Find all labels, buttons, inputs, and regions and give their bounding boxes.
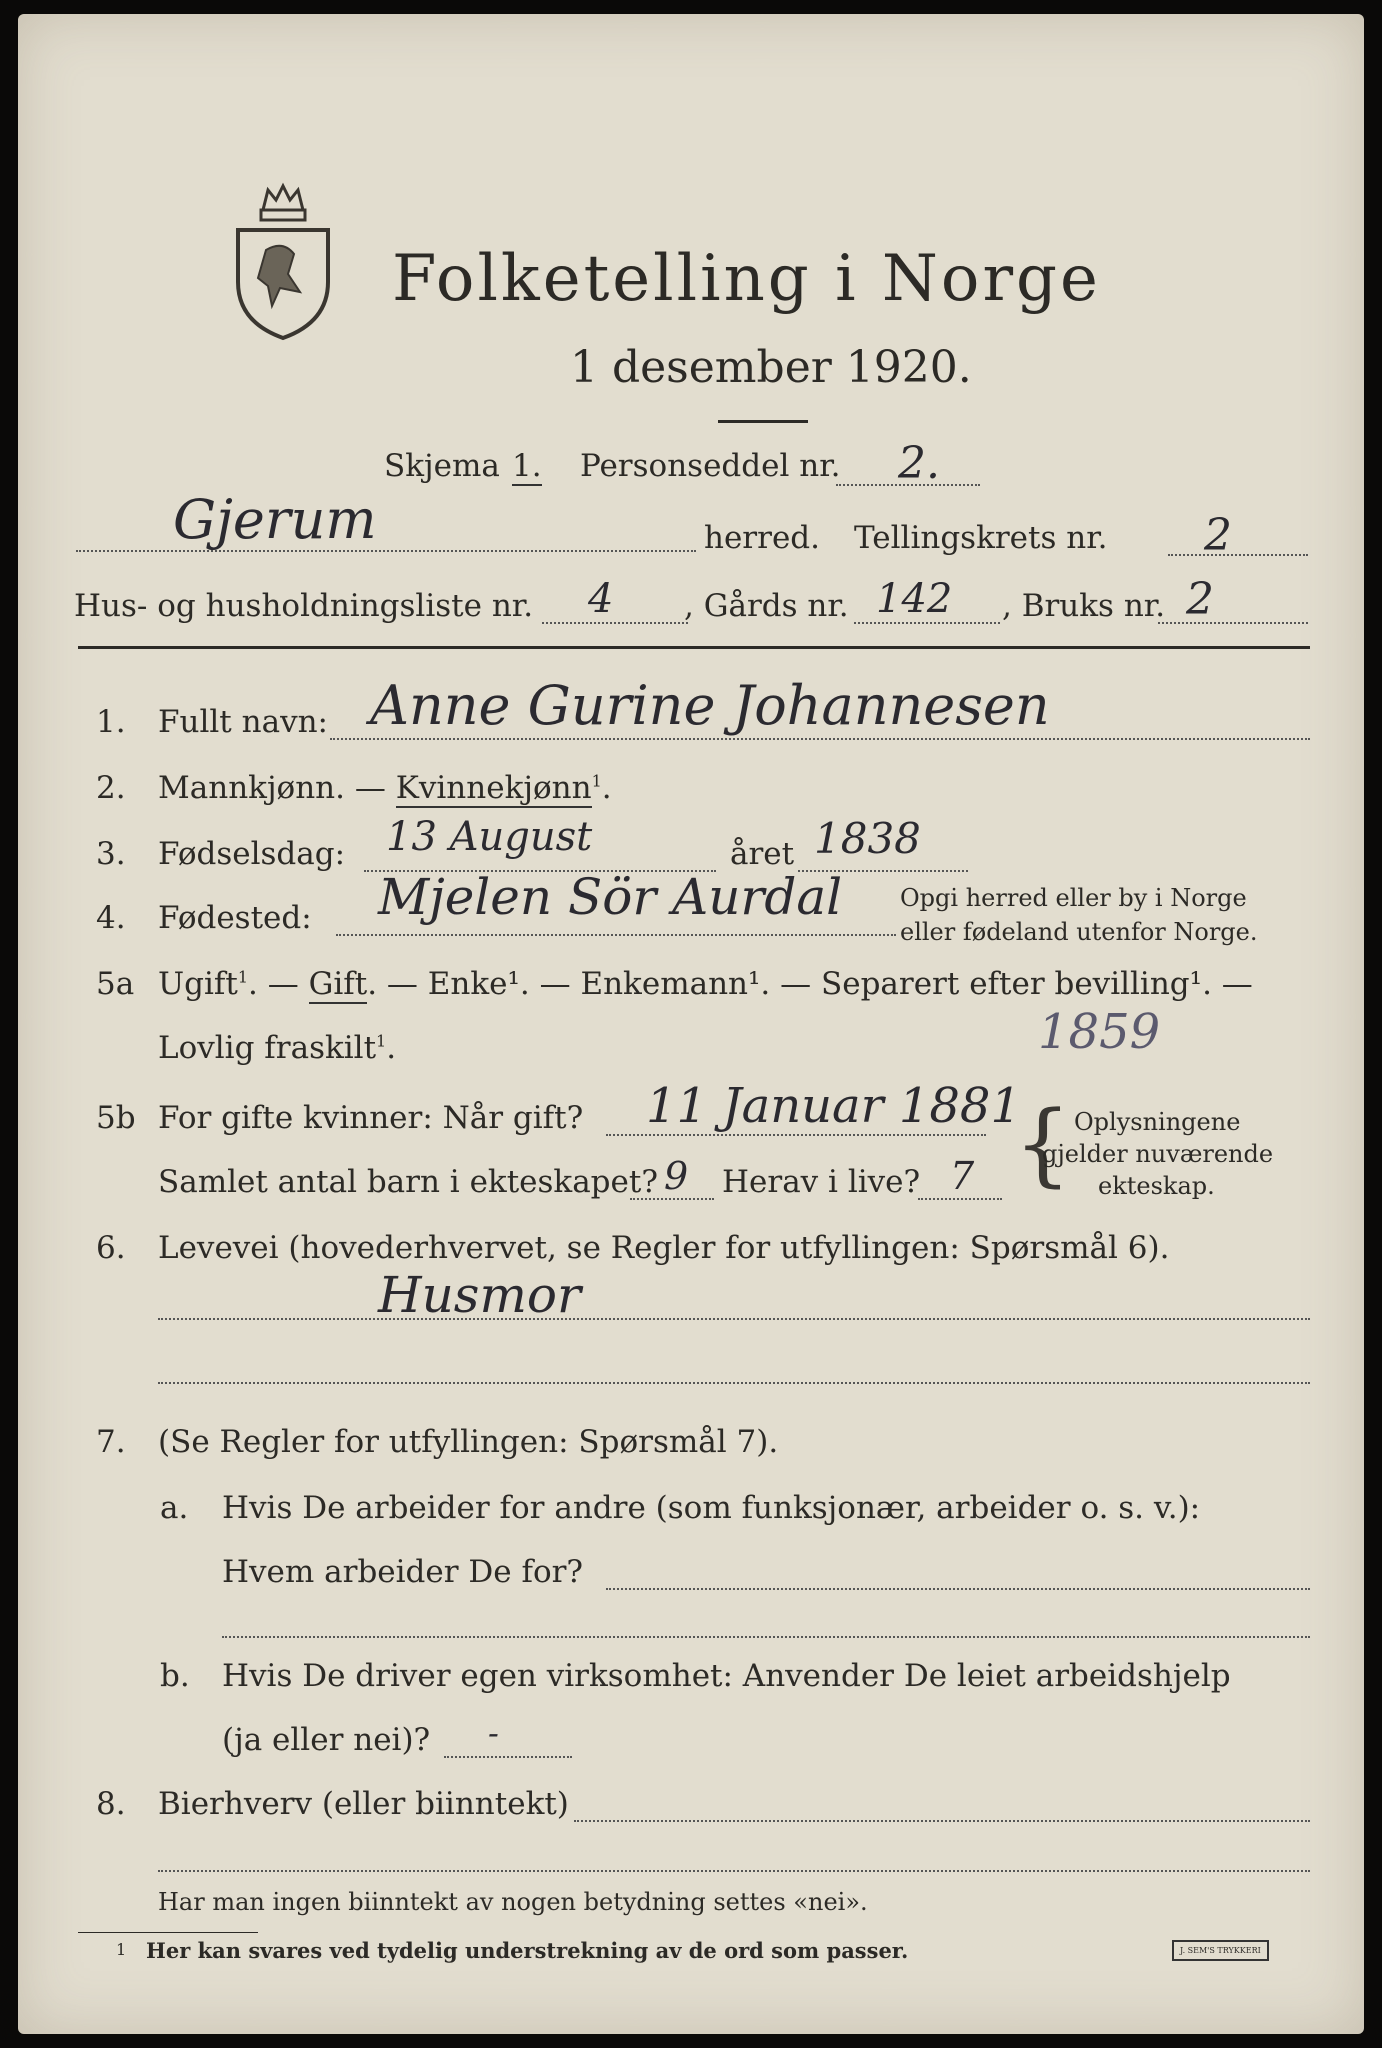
personseddel-label: Personseddel nr.: [580, 448, 841, 484]
q7-number: 7.: [96, 1424, 126, 1460]
q1-label: Fullt navn:: [158, 704, 328, 740]
q5b-brace: {: [1014, 1092, 1072, 1197]
form-date: 1 desember 1920.: [570, 342, 972, 393]
q5a-footnote-ref: 1: [237, 967, 249, 987]
q5b-alive-value[interactable]: 7: [950, 1154, 975, 1198]
census-form-page: [18, 14, 1364, 2034]
q7-label: (Se Regler for utfyllingen: Spørsmål 7).: [158, 1424, 779, 1460]
q2-option-male[interactable]: Mannkjønn: [158, 770, 336, 806]
q1-line: [330, 738, 1310, 740]
q7a-label-line1: Hvis De arbeider for andre (som funksjonær, arbeider o. s. v.):: [222, 1490, 1201, 1526]
q2-label: Mannkjønn. — Kvinnekjønn$^1$.: [158, 770, 612, 806]
q6-label: Levevei (hovederhvervet, se Regler for utfyllingen: Spørsmål 6).: [158, 1230, 1170, 1266]
q5b-note-line2: gjelder nuværende: [1042, 1140, 1274, 1168]
q5b-note-line1: Oplysningene: [1074, 1108, 1241, 1136]
q7b-label-line1: Hvis De driver egen virksomhet: Anvender De leiet arbeidshjelp: [222, 1658, 1231, 1694]
title-divider: [718, 420, 808, 423]
q5a-label-line1: Ugift$^1$. — Gift. — Enke¹. — Enkemann¹. — Separert efter bevilling¹. —: [158, 966, 1253, 1002]
q5b-children-value[interactable]: 9: [664, 1154, 689, 1198]
q4-note-line1: Opgi herred eller by i Norge: [900, 884, 1247, 912]
q2-separator: . —: [335, 770, 396, 806]
q6-line1: [158, 1318, 1310, 1320]
gards-line: [854, 622, 1000, 624]
q7a-letter: a.: [160, 1490, 189, 1526]
skjema-value: 1.: [512, 448, 542, 484]
q5b-label: For gifte kvinner: Når gift?: [158, 1100, 584, 1136]
q5b-alive-label: Herav i live?: [722, 1164, 921, 1200]
q5b-number: 5b: [96, 1100, 136, 1136]
tellingskrets-line: [1168, 554, 1308, 556]
q3-label: Fødselsdag:: [158, 836, 346, 872]
q7a-line2: [222, 1636, 1310, 1638]
q5a-label-line2: Lovlig fraskilt$^1$.: [158, 1030, 397, 1066]
q5b-children-label: Samlet antal barn i ekteskapet?: [158, 1164, 658, 1200]
footnote-divider: [78, 1932, 258, 1933]
q4-note-line2: eller fødeland utenfor Norge.: [900, 918, 1258, 946]
q7b-line: [444, 1756, 572, 1758]
q1-value[interactable]: Anne Gurine Johannesen: [370, 674, 1050, 737]
q7b-value[interactable]: -: [488, 1714, 499, 1752]
q7b-letter: b.: [160, 1658, 190, 1694]
q8-note: Har man ingen biinntekt av nogen betydning settes «nei».: [158, 1888, 868, 1916]
q4-label: Fødested:: [158, 900, 312, 936]
q4-number: 4.: [96, 900, 126, 936]
printer-stamp: J. SEM'S TRYKKERI: [1172, 1940, 1269, 1961]
footnote-mark: 1: [116, 1940, 127, 1959]
q3-year-label: året: [730, 836, 795, 872]
hus-label: Hus- og husholdningsliste nr.: [74, 588, 534, 624]
q3-number: 3.: [96, 836, 126, 872]
q4-line: [336, 934, 896, 936]
footnote-text: Her kan svares ved tydelig understrekning av de ord som passer.: [146, 1938, 909, 1963]
q5a-option-ugift[interactable]: Ugift: [158, 966, 238, 1002]
bruks-line: [1158, 622, 1308, 624]
q5a-footnote-ref2: 1: [376, 1031, 387, 1051]
bruks-label: , Bruks nr.: [1002, 588, 1166, 624]
tellingskrets-value[interactable]: 2: [1204, 510, 1232, 561]
form-title: Folketelling i Norge: [392, 242, 1101, 316]
q8-number: 8.: [96, 1786, 126, 1822]
q6-value[interactable]: Husmor: [378, 1266, 581, 1324]
hus-line: [542, 622, 688, 624]
herred-value[interactable]: Gjerum: [173, 488, 377, 551]
q7a-line1: [606, 1588, 1310, 1590]
q5b-line: [606, 1134, 986, 1136]
q1-number: 1.: [96, 704, 126, 740]
q5a-number: 5a: [96, 966, 135, 1002]
q2-footnote-ref: 1: [591, 771, 602, 791]
q5b-children-line: [630, 1198, 714, 1200]
q3-value[interactable]: 13 August: [386, 814, 593, 860]
q7b-label-line2: (ja eller nei)?: [222, 1722, 431, 1758]
q2-number: 2.: [96, 770, 126, 806]
q2-option-female[interactable]: Kvinnekjønn: [395, 770, 592, 806]
q5a-option-gift[interactable]: Gift: [308, 966, 368, 1002]
q5b-value[interactable]: 11 Januar 1881: [646, 1078, 1021, 1134]
q4-value[interactable]: Mjelen Sör Aurdal: [378, 868, 843, 926]
skjema-label: Skjema: [384, 448, 500, 484]
personseddel-value[interactable]: 2.: [898, 438, 940, 489]
hus-value[interactable]: 4: [588, 576, 614, 622]
herred-label: herred.: [704, 520, 820, 556]
herred-line: [76, 550, 696, 552]
header-divider: [78, 646, 1310, 649]
q7a-label-line2: Hvem arbeider De for?: [222, 1554, 584, 1590]
q6-line2: [158, 1382, 1310, 1384]
q5b-note-line3: ekteskap.: [1098, 1172, 1215, 1200]
q5b-alive-line: [918, 1198, 1002, 1200]
q3-year-value[interactable]: 1838: [814, 814, 921, 863]
tellingskrets-label: Tellingskrets nr.: [854, 520, 1108, 556]
q5a-options-rest[interactable]: . — Enke¹. — Enkemann¹. — Separert efter bevilling¹. —: [367, 966, 1253, 1002]
bruks-value[interactable]: 2: [1186, 574, 1214, 625]
gards-label: , Gårds nr.: [684, 588, 849, 624]
q8-line1: [574, 1820, 1310, 1822]
q5a-option-fraskilt[interactable]: Lovlig fraskilt: [158, 1030, 377, 1066]
q8-line2: [158, 1870, 1310, 1872]
q6-number: 6.: [96, 1230, 126, 1266]
gards-value[interactable]: 142: [876, 576, 953, 622]
coat-of-arms-icon: [228, 182, 338, 342]
q5a-annotation: 1859: [1038, 1004, 1161, 1060]
q8-label: Bierhverv (eller biinntekt): [158, 1786, 569, 1822]
